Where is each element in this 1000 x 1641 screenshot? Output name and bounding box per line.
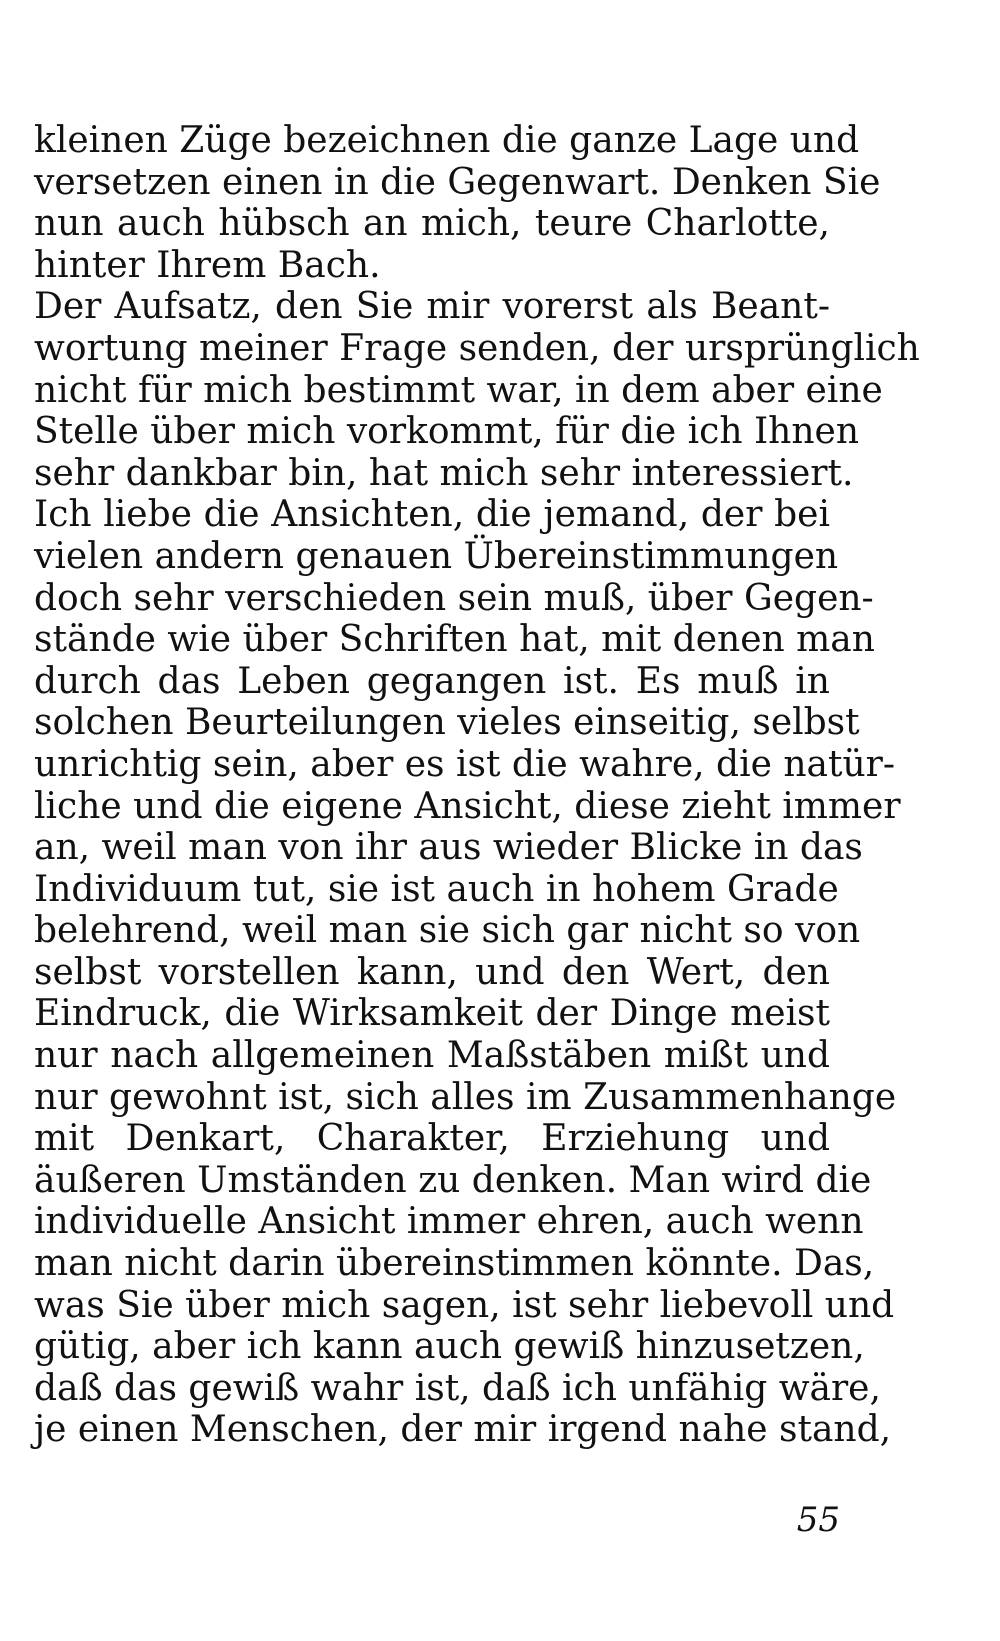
- text-line: Der Aufsatz, den Sie mir vorerst als Beant-: [34, 286, 830, 328]
- text-line: belehrend, weil man sie sich gar nicht so von: [34, 910, 861, 952]
- text-line: äußeren Umständen zu denken. Man wird die: [34, 1159, 872, 1201]
- text-line: liche und die eigene Ansicht, diese zieht immer: [34, 785, 901, 827]
- text-line: wortung meiner Frage senden, der ursprünglich: [34, 327, 920, 369]
- text-line: versetzen einen in die Gegenwart. Denken Sie: [34, 161, 881, 203]
- text-line: nicht für mich bestimmt war, in dem aber eine: [34, 369, 883, 411]
- text-line: man nicht darin übereinstimmen könnte. Das,: [34, 1243, 875, 1285]
- text-line: stände wie über Schriften hat, mit denen man: [34, 619, 875, 661]
- text-line: nur gewohnt ist, sich alles im Zusammenhange: [34, 1076, 897, 1118]
- text-line: je einen Menschen, der mir irgend nahe stand,: [34, 1409, 892, 1451]
- body-text: [34, 120, 920, 1451]
- text-line: mit Denkart, Charakter, Erziehung und: [34, 1118, 830, 1160]
- text-line: selbst vorstellen kann, und den Wert, den: [34, 951, 830, 993]
- text-line: nun auch hübsch an mich, teure Charlotte,: [34, 203, 830, 245]
- text-line: solchen Beurteilungen vieles einseitig, selbst: [34, 702, 860, 744]
- text-line: kleinen Züge bezeichnen die ganze Lage und: [34, 120, 860, 161]
- text-line: Individuum tut, sie ist auch in hohem Grade: [34, 868, 839, 910]
- text-line: individuelle Ansicht immer ehren, auch wenn: [34, 1201, 864, 1243]
- text-line: nur nach allgemeinen Maßstäben mißt und: [34, 1035, 830, 1077]
- text-line: hinter Ihrem Bach.: [34, 244, 381, 286]
- text-line: sehr dankbar bin, hat mich sehr interessiert.: [34, 452, 854, 494]
- page-number: 55: [796, 1500, 840, 1540]
- text-line: Eindruck, die Wirksamkeit der Dinge meist: [34, 993, 830, 1035]
- text-line: doch sehr verschieden sein muß, über Gegen-: [34, 577, 874, 619]
- text-line: was Sie über mich sagen, ist sehr liebevoll und: [34, 1284, 895, 1326]
- text-line: unrichtig sein, aber es ist die wahre, die natür-: [34, 743, 896, 785]
- text-line: an, weil man von ihr aus wieder Blicke in das: [34, 827, 863, 869]
- text-line: vielen andern genauen Übereinstimmungen: [34, 535, 839, 577]
- text-line: Stelle über mich vorkommt, für die ich Ihnen: [34, 411, 860, 453]
- text-line: Ich liebe die Ansichten, die jemand, der bei: [34, 494, 830, 536]
- text-line: daß das gewiß wahr ist, daß ich unfähig wäre,: [34, 1367, 881, 1409]
- text-line: durch das Leben gegangen ist. Es muß in: [34, 660, 830, 702]
- text-line: gütig, aber ich kann auch gewiß hinzusetzen,: [34, 1326, 865, 1368]
